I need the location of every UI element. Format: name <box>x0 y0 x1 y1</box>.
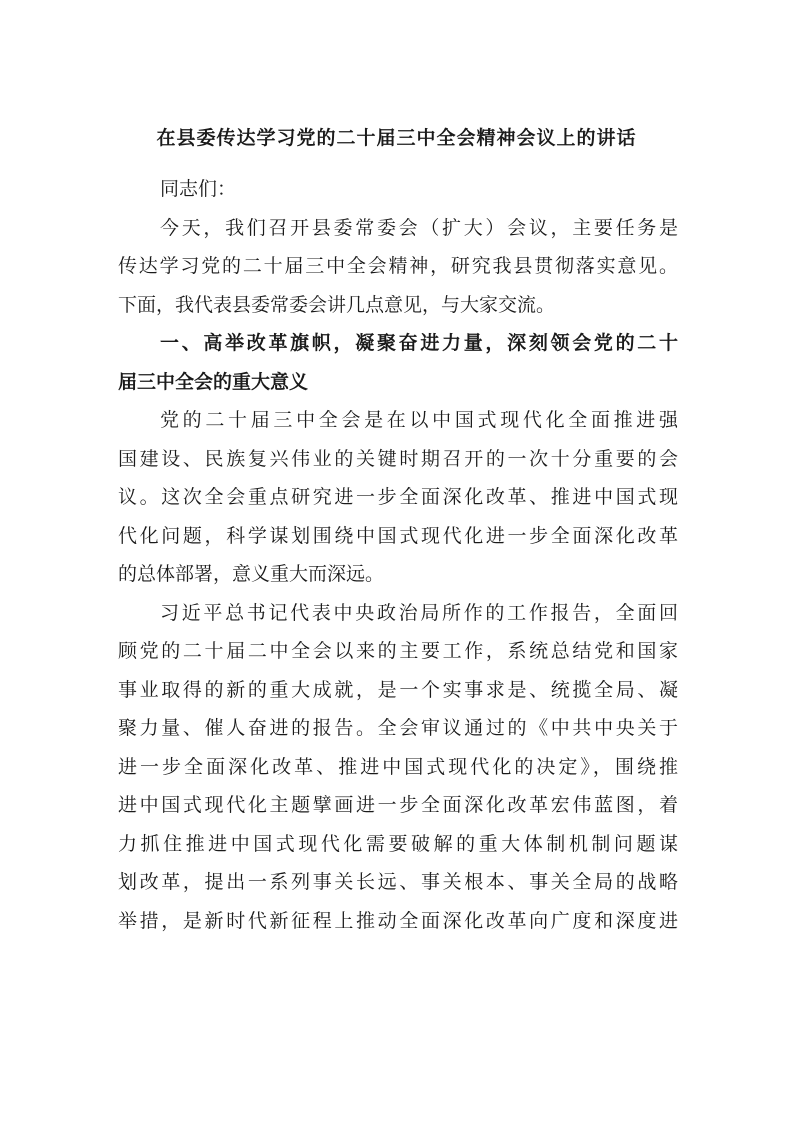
text-line: 传达学习党的二十届三中全会精神，研究我县贯彻落实意见。 <box>118 255 678 277</box>
text-line: 聚力量、催人奋进的报告。全会审议通过的《中共中央关于 <box>118 717 678 739</box>
section-heading-line: 一、高举改革旗帜，凝聚奋进力量，深刻领会党的二十 <box>160 332 678 354</box>
text-line: 顾党的二十届二中全会以来的主要工作，系统总结党和国家 <box>118 640 678 662</box>
document-title: 在县委传达学习党的二十届三中全会精神会议上的讲话 <box>156 127 637 149</box>
text-line: 进中国式现代化主题擘画进一步全面深化改革宏伟蓝图，着 <box>118 794 678 816</box>
text-line: 力抓住推进中国式现代化需要破解的重大体制机制问题谋 <box>118 832 678 855</box>
text-line: 代化问题，科学谋划围绕中国式现代化进一步全面深化改革 <box>118 524 678 547</box>
text-line: 的总体部署，意义重大而深远。 <box>118 563 385 585</box>
section-heading-line: 届三中全会的重大意义 <box>118 370 309 393</box>
text-line: 举措，是新时代新征程上推动全面深化改革向广度和深度进 <box>118 909 678 932</box>
text-line: 议。这次全会重点研究进一步全面深化改革、推进中国式现 <box>118 486 678 508</box>
text-line: 国建设、民族复兴伟业的关键时期召开的一次十分重要的会 <box>118 447 678 470</box>
text-line: 进一步全面深化改革、推进中国式现代化的决定》，围绕推 <box>118 755 678 778</box>
text-line: 划改革，提出一系列事关长远、事关根本、事关全局的战略 <box>118 871 678 893</box>
text-line: 习近平总书记代表中央政治局所作的工作报告，全面回 <box>160 601 678 624</box>
text-line: 党的二十届三中全会是在以中国式现代化全面推进强 <box>160 409 678 431</box>
text-line: 下面，我代表县委常委会讲几点意见，与大家交流。 <box>118 293 556 316</box>
document-body <box>118 170 678 940</box>
text-line: 同志们： <box>160 178 237 200</box>
text-line: 今天，我们召开县委常委会（扩大）会议，主要任务是 <box>160 216 678 239</box>
text-line: 事业取得的新的重大成就，是一个实事求是、统揽全局、凝 <box>118 678 678 701</box>
